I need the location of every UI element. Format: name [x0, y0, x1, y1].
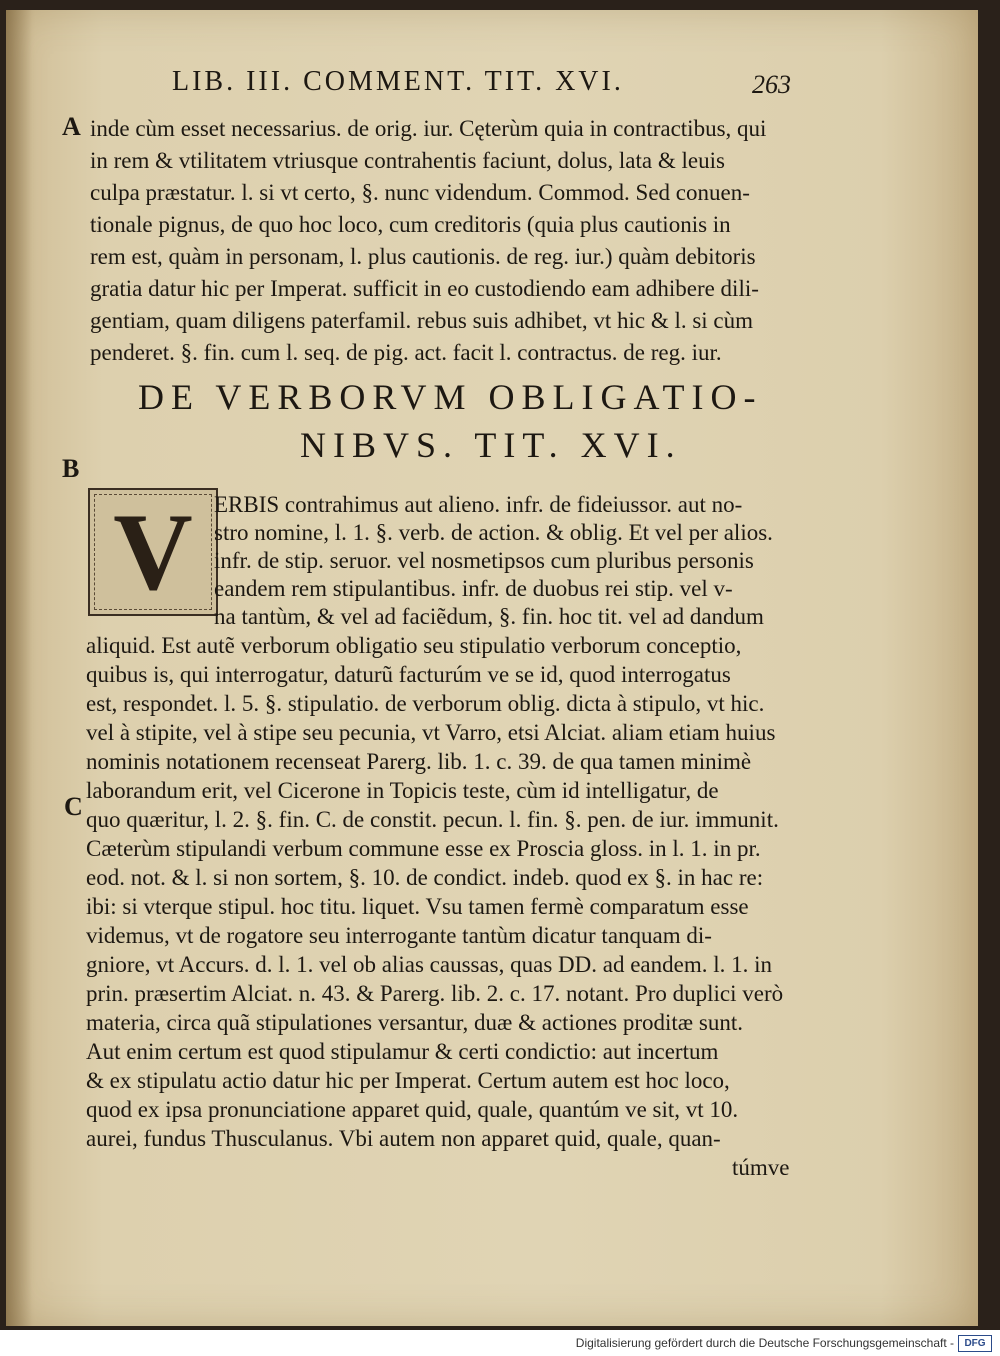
text-line: aurei, fundus Thusculanus. Vbi autem non apparet quid, quale, quan-	[86, 1126, 721, 1151]
text-line: na tantùm, & vel ad faciẽdum, §. fin. hoc tit. vel ad dandum	[214, 604, 764, 629]
text-line: prin. præsertim Alciat. n. 43. & Parerg. lib. 2. c. 17. notant. Pro duplici verò	[86, 981, 784, 1006]
margin-letter-b: B	[62, 454, 80, 483]
margin-letter-a: A	[62, 112, 81, 141]
text-line: aliquid. Est autẽ verborum obligatio seu stipulatio verborum conceptio,	[86, 633, 742, 658]
dfg-logo: DFG	[958, 1335, 992, 1352]
text-line: gratia datur hic per Imperat. sufficit in eo custodiendo eam adhibere dili-	[90, 276, 759, 301]
page-number: 263	[752, 70, 791, 99]
text-line: Aut enim certum est quod stipulamur & certi condictio: aut incertum	[86, 1039, 719, 1064]
text-line: gentiam, quam diligens paterfamil. rebus suis adhibet, vt hic & l. si cùm	[90, 308, 754, 333]
catchword: túmve	[732, 1155, 790, 1180]
decorated-initial	[88, 488, 218, 616]
text-line: eandem rem stipulantibus. infr. de duobus rei stip. vel v-	[214, 576, 733, 601]
text-line: gniore, vt Accurs. d. l. 1. vel ob alias caussas, quas DD. ad eandem. l. 1. in	[86, 952, 773, 977]
initial-ornament	[94, 491, 212, 613]
text-line: quo quæritur, l. 2. §. fin. C. de constit. pecun. l. fin. §. pen. de iur. immunit.	[86, 807, 779, 832]
text-line: ERBIS contrahimus aut alieno. infr. de fideiussor. aut no-	[214, 492, 743, 517]
text-line: & ex stipulatu actio datur hic per Imperat. Certum autem est hoc loco,	[86, 1068, 730, 1093]
text-line: tionale pignus, de quo hoc loco, cum creditoris (quia plus cautionis in	[90, 212, 731, 237]
text-line: culpa præstatur. l. si vt certo, §. nunc videndum. Commod. Sed conuen-	[90, 180, 750, 205]
footer-credit: Digitalisierung gefördert durch die Deutsche Forschungsgemeinschaft -	[575, 1336, 954, 1350]
text-line: ibi: si vterque stipul. hoc titu. liquet. Vsu tamen fermè comparatum esse	[86, 894, 749, 919]
page-gutter-shadow	[6, 10, 32, 1326]
text-line: stro nomine, l. 1. §. verb. de action. & oblig. Et vel per alios.	[214, 520, 773, 545]
text-line: eod. not. & l. si non sortem, §. 10. de condict. indeb. quod ex §. in hac re:	[86, 865, 764, 890]
running-head: LIB. III. COMMENT. TIT. XVI.	[172, 66, 624, 97]
text-line: in rem & vtilitatem vtriusque contrahentis faciunt, dolus, lata & leuis	[90, 148, 725, 173]
text-line: quibus is, qui interrogatur, daturũ facturúm ve se id, quod interrogatus	[86, 662, 731, 687]
text-line: vel à stipite, vel à stipe seu pecunia, vt Varro, etsi Alciat. aliam etiam huius	[86, 720, 776, 745]
text-line: est, respondet. l. 5. §. stipulatio. de verborum oblig. dicta à stipulo, vt hic.	[86, 691, 765, 716]
text-line: infr. de stip. seruor. vel nosmetipsos cum pluribus personis	[214, 548, 754, 573]
text-line: inde cùm esset necessarius. de orig. iur. Cęterùm quia in contractibus, qui	[90, 116, 767, 141]
margin-letter-c: C	[64, 792, 83, 821]
text-line: materia, circa quã stipulationes versantur, duæ & actiones proditæ sunt.	[86, 1010, 743, 1035]
text-line: rem est, quàm in personam, l. plus cautionis. de reg. iur.) quàm debitoris	[90, 244, 756, 269]
text-line: penderet. §. fin. cum l. seq. de pig. act. facit l. contractus. de reg. iur.	[90, 340, 722, 365]
section-title-line-1: DE VERBORVM OBLIGATIO-	[138, 377, 763, 417]
text-line: quod ex ipsa pronunciatione apparet quid, quale, quantúm ve sit, vt 10.	[86, 1097, 739, 1122]
text-line: nominis notationem recenseat Parerg. lib. 1. c. 39. de qua tamen minimè	[86, 749, 752, 774]
initial-letter: V	[113, 491, 193, 613]
footer-bar	[0, 1330, 1000, 1356]
text-line: laborandum erit, vel Cicerone in Topicis teste, cùm id intelligatur, de	[86, 778, 719, 803]
section-title-line-2: NIBVS. TIT. XVI.	[300, 425, 682, 465]
text-line: Cæterùm stipulandi verbum commune esse ex Proscia gloss. in l. 1. in pr.	[86, 836, 761, 861]
text-line: videmus, vt de rogatore seu interrogante tantùm dicatur tanquam di-	[86, 923, 712, 948]
